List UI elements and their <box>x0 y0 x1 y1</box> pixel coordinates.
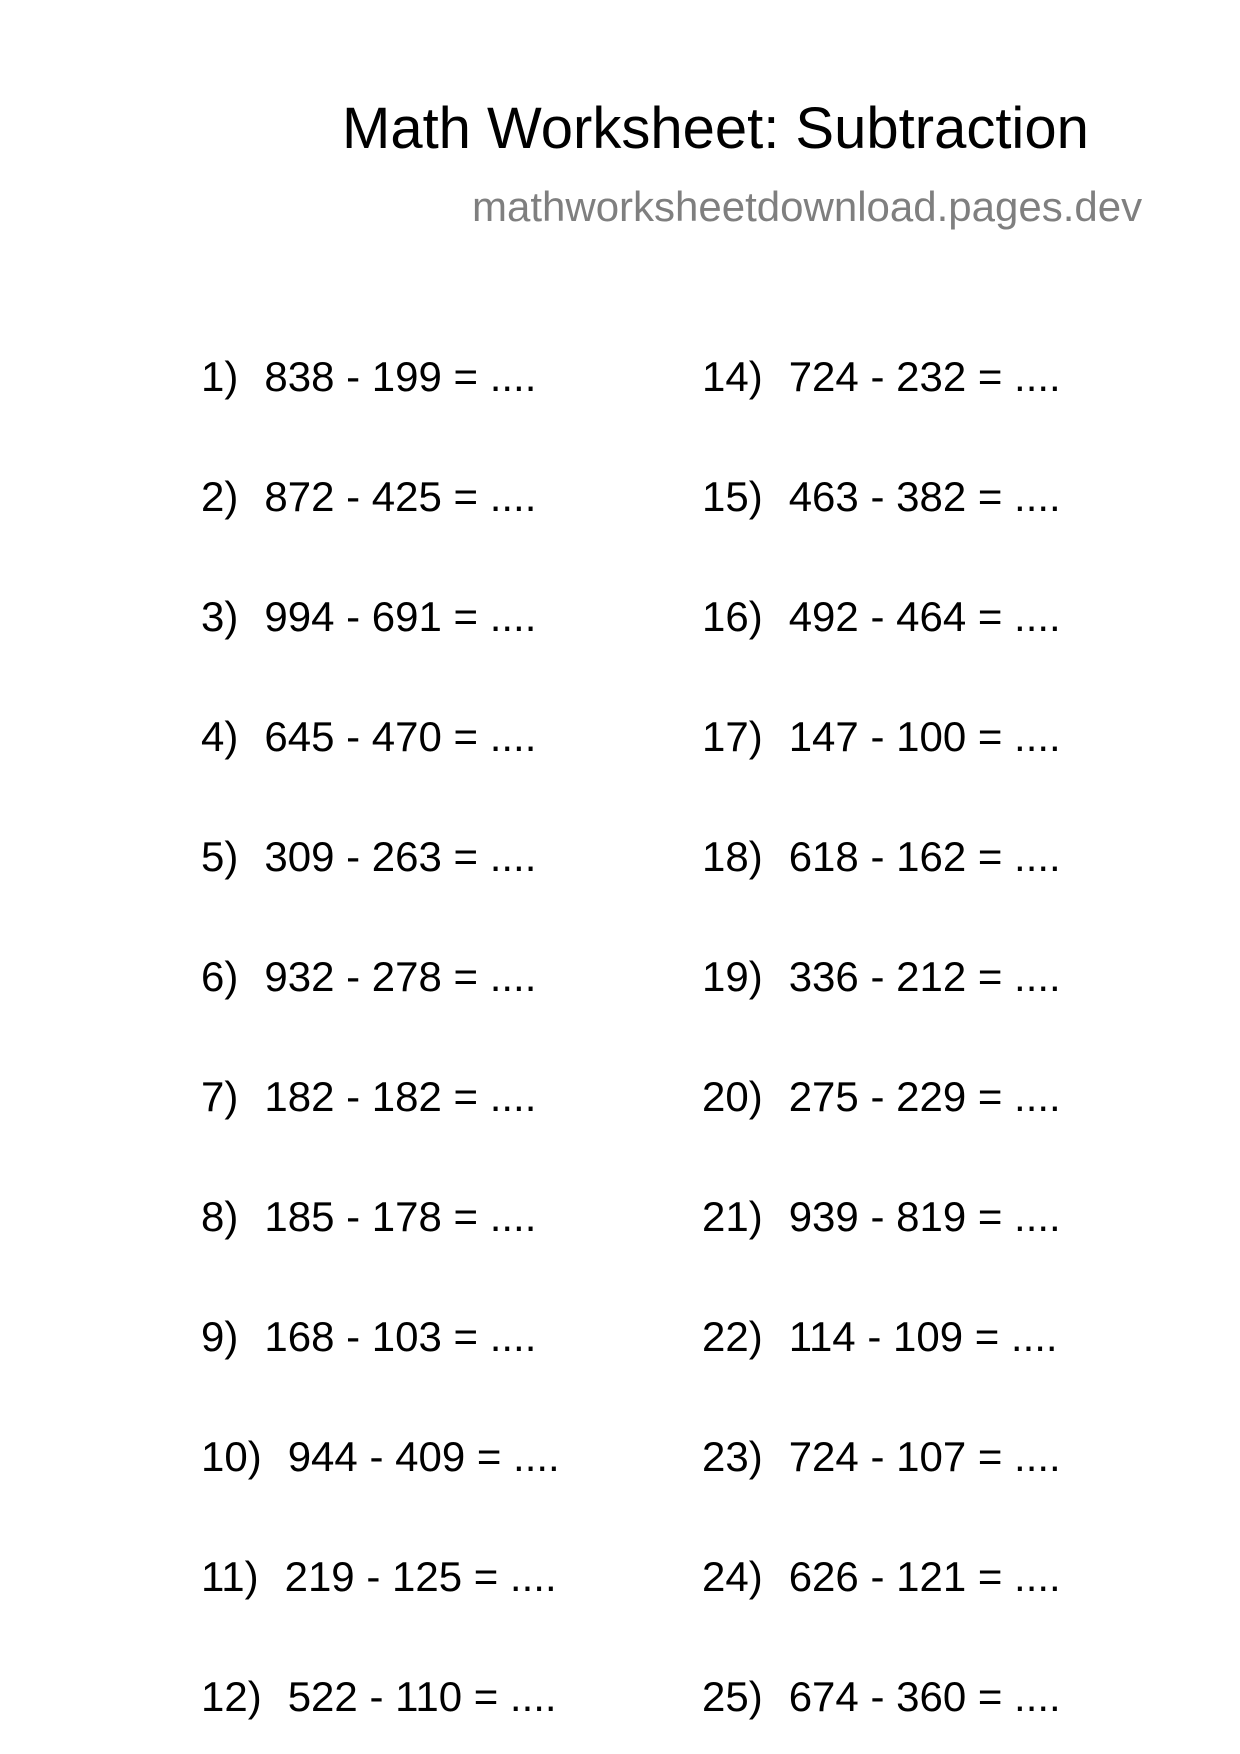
problem-expression: 626 - 121 = .... <box>788 1553 1061 1600</box>
problem-number: 12) <box>201 1673 262 1720</box>
problem-number: 25) <box>702 1673 763 1720</box>
problem-expression: 185 - 178 = .... <box>264 1193 537 1240</box>
problem-number: 3) <box>201 593 239 640</box>
problem-item <box>702 1672 1061 1722</box>
problem-item <box>702 1072 1061 1122</box>
problem-expression: 994 - 691 = .... <box>264 593 537 640</box>
source-website: mathworksheetdownload.pages.dev <box>472 183 1143 230</box>
problem-expression: 522 - 110 = .... <box>287 1673 557 1720</box>
problem-number: 14) <box>702 353 763 400</box>
problem-item <box>201 712 536 762</box>
problem-item <box>702 1312 1058 1362</box>
problem-number: 7) <box>201 1073 239 1120</box>
problem-item <box>702 1192 1061 1242</box>
problem-item <box>201 1672 557 1722</box>
problem-item <box>702 472 1061 522</box>
problem-number: 6) <box>201 953 239 1000</box>
problem-expression: 932 - 278 = .... <box>264 953 537 1000</box>
problem-expression: 645 - 470 = .... <box>264 713 537 760</box>
problem-expression: 168 - 103 = .... <box>264 1313 537 1360</box>
problem-number: 18) <box>702 833 763 880</box>
problem-item <box>201 592 536 642</box>
worksheet-title: Math Worksheet: Subtraction <box>342 96 1089 161</box>
problem-item <box>702 832 1061 882</box>
problem-expression: 944 - 409 = .... <box>287 1433 560 1480</box>
problem-number: 15) <box>702 473 763 520</box>
problem-number: 16) <box>702 593 763 640</box>
problem-number: 11) <box>201 1553 259 1600</box>
problem-expression: 219 - 125 = .... <box>284 1553 557 1600</box>
problem-expression: 724 - 107 = .... <box>788 1433 1061 1480</box>
problem-number: 1) <box>201 353 239 400</box>
problem-expression: 114 - 109 = .... <box>788 1313 1058 1360</box>
problem-expression: 724 - 232 = .... <box>788 353 1061 400</box>
problem-expression: 674 - 360 = .... <box>788 1673 1061 1720</box>
problem-expression: 492 - 464 = .... <box>788 593 1061 640</box>
problem-number: 2) <box>201 473 239 520</box>
problem-expression: 463 - 382 = .... <box>788 473 1061 520</box>
problem-number: 8) <box>201 1193 239 1240</box>
problem-item <box>201 1432 560 1482</box>
problem-number: 5) <box>201 833 239 880</box>
problem-number: 21) <box>702 1193 763 1240</box>
problem-item <box>702 352 1061 402</box>
problem-expression: 872 - 425 = .... <box>264 473 537 520</box>
problem-expression: 838 - 199 = .... <box>264 353 537 400</box>
problem-item <box>702 592 1061 642</box>
problem-item <box>201 952 536 1002</box>
problem-expression: 147 - 100 = .... <box>788 713 1061 760</box>
problem-number: 4) <box>201 713 239 760</box>
problem-item <box>201 832 536 882</box>
problem-number: 9) <box>201 1313 239 1360</box>
problem-expression: 182 - 182 = .... <box>264 1073 537 1120</box>
problem-item <box>702 1432 1061 1482</box>
problem-expression: 618 - 162 = .... <box>788 833 1061 880</box>
problem-item <box>201 352 536 402</box>
problem-number: 22) <box>702 1313 763 1360</box>
problem-number: 10) <box>201 1433 262 1480</box>
problem-number: 20) <box>702 1073 763 1120</box>
problem-expression: 336 - 212 = .... <box>788 953 1061 1000</box>
problem-number: 19) <box>702 953 763 1000</box>
problem-expression: 939 - 819 = .... <box>788 1193 1061 1240</box>
problem-item <box>201 1312 536 1362</box>
problem-number: 24) <box>702 1553 763 1600</box>
problem-item <box>702 1552 1061 1602</box>
problem-number: 17) <box>702 713 763 760</box>
problem-item <box>201 1552 557 1602</box>
problem-item <box>702 712 1061 762</box>
problem-item <box>702 952 1061 1002</box>
problem-item <box>201 1192 536 1242</box>
problem-expression: 309 - 263 = .... <box>264 833 537 880</box>
problem-number: 23) <box>702 1433 763 1480</box>
problem-item <box>201 472 536 522</box>
problem-expression: 275 - 229 = .... <box>788 1073 1061 1120</box>
problem-item <box>201 1072 536 1122</box>
